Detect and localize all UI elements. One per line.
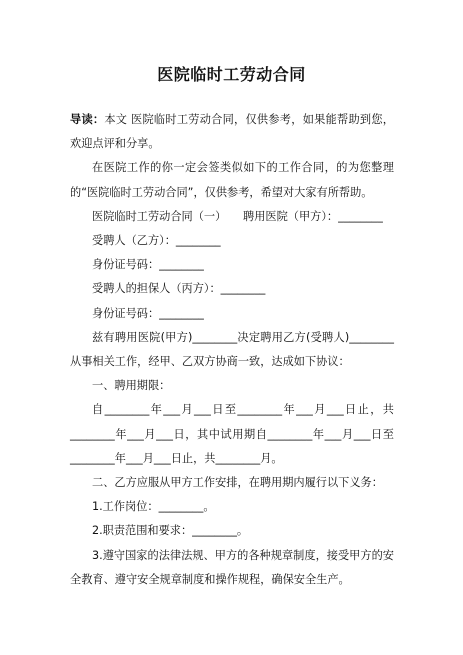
intro-paragraph [70, 108, 394, 156]
paragraph-item-1: 1.工作岗位：________。 [92, 500, 215, 514]
paragraph-employee-id: 身份证号码：________ [92, 258, 204, 272]
paragraph-context: 在医院工作的你一定会签类似如下的工作合同，的为您整理的“医院临时工劳动合同”，仅供参考，希望对大家有所帮助。 [70, 161, 394, 199]
intro-label: 导读： [70, 113, 105, 126]
paragraph-agreement: 兹有聘用医院(甲方)________决定聘用乙方(受聘人)________从事相关工作，经甲、乙双方协商一致，达成如下协议： [70, 330, 394, 369]
document-title: 医院临时工劳动合同 [157, 65, 306, 84]
paragraph-term: 自________年___月___日至________年___月___日止，共________年___月___日，其中试用期自________年___月___日至________年___月___日止，共________月。 [70, 403, 394, 465]
paragraph-item-2: 2.职责范围和要求：________。 [92, 524, 249, 538]
paragraph-employee: 受聘人（乙方）：________ [92, 234, 221, 248]
paragraph-section-2-heading: 二、乙方应服从甲方工作安排，在聘用期内履行以下义务： [92, 476, 383, 490]
paragraph-guarantor: 受聘人的担保人（丙方）：________ [92, 282, 266, 296]
paragraph-guarantor-id: 身份证号码：________ [92, 306, 204, 320]
paragraph-section-1-heading: 一、聘用期限： [92, 379, 171, 393]
document-body [70, 108, 394, 592]
paragraph-item-3: 3.遵守国家的法律法规、甲方的各种规章制度，接受甲方的安全教育、遵守安全规章制度和操作规程，确保安全生产。 [70, 548, 394, 586]
intro-text: 本文 医院临时工劳动合同，仅供参考，如果能帮助到您，欢迎点评和分享。 [70, 113, 394, 151]
paragraph-contract-heading: 医院临时工劳动合同（一） 聘用医院（甲方）：________ [92, 209, 383, 223]
